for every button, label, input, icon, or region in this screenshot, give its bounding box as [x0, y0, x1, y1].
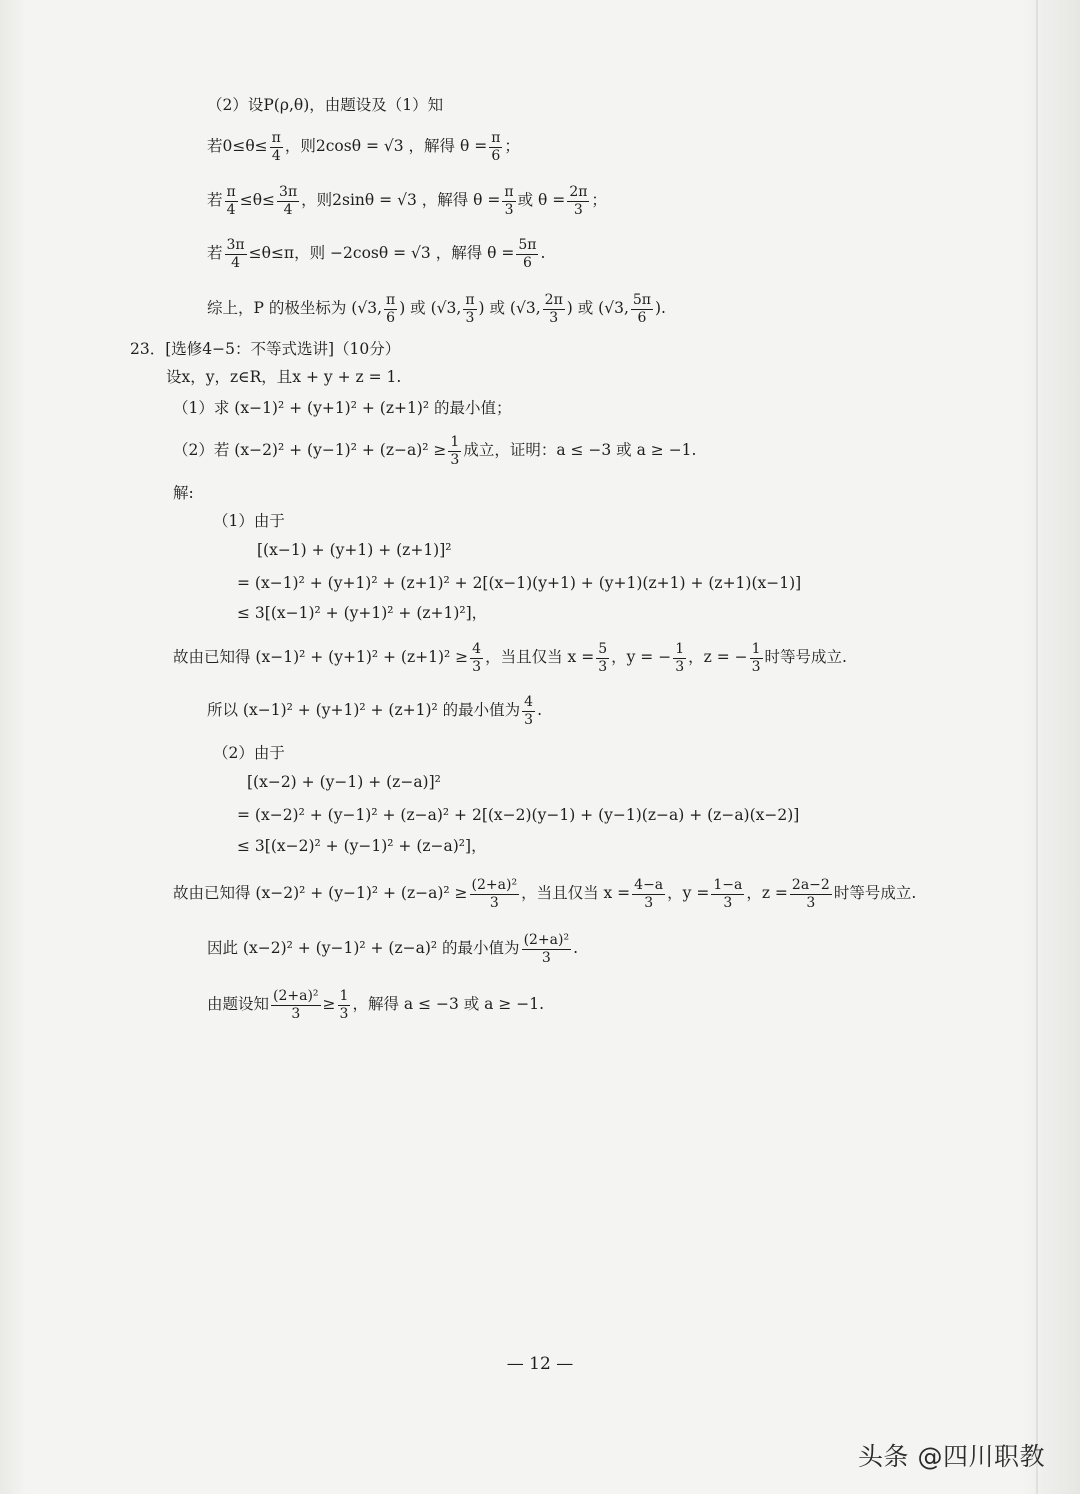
solution-p2-intro: （2）由于 — [213, 744, 285, 762]
numerator: π — [226, 183, 236, 200]
numerator: 4 — [524, 693, 534, 710]
numerator: 1 — [450, 433, 460, 450]
solution-p2-conclusion — [173, 873, 916, 913]
text: . — [573, 939, 579, 957]
fraction — [750, 641, 763, 676]
fraction — [790, 877, 832, 912]
denominator: 3 — [504, 201, 514, 218]
fraction — [225, 237, 247, 272]
denominator: 3 — [549, 309, 559, 326]
numerator: 1−a — [713, 876, 743, 893]
text: 或 θ = — [517, 191, 566, 209]
numerator: π — [386, 291, 396, 308]
fraction — [631, 292, 653, 327]
denominator: 3 — [450, 451, 460, 468]
fraction — [711, 877, 744, 912]
fraction — [522, 932, 572, 967]
denominator: 3 — [472, 658, 482, 675]
numerator: 2π — [569, 183, 588, 200]
solution-p2-line3: ≤ 3[(x−2)² + (y−1)² + (z−a)²]， — [237, 837, 487, 855]
text: ，y = − — [611, 648, 672, 666]
fraction — [632, 877, 665, 912]
page-edge-line — [1036, 0, 1038, 1494]
text: ，z = − — [688, 648, 748, 666]
watermark: 头条 @四川职教 — [858, 1442, 1045, 1471]
fraction — [522, 694, 535, 729]
numerator: π — [465, 291, 475, 308]
fraction — [567, 184, 589, 219]
text: ≥ — [322, 995, 336, 1013]
solution-p2-final — [207, 984, 544, 1024]
numerator: 4−a — [634, 876, 664, 893]
part2-case3 — [207, 233, 545, 273]
denominator: 4 — [283, 201, 293, 218]
denominator: 3 — [524, 711, 534, 728]
text: ，当且仅当 x = — [521, 884, 631, 902]
fraction — [271, 988, 321, 1023]
text: ； — [504, 137, 520, 155]
denominator: 3 — [291, 1005, 301, 1022]
numerator: 2π — [544, 291, 563, 308]
numerator: 1 — [675, 640, 685, 657]
denominator: 3 — [806, 894, 816, 911]
denominator: 3 — [675, 658, 685, 675]
fraction — [543, 292, 565, 327]
fraction — [270, 130, 283, 165]
solution-p2-line2: = (x−2)² + (y−1)² + (z−a)² + 2[(x−2)(y−1) + (y−1)(z−a) + (z−a)(x−2)] — [237, 806, 800, 824]
part2-case2 — [207, 180, 607, 220]
numerator: π — [491, 129, 501, 146]
solution-p2-minimum — [207, 928, 578, 968]
denominator: 3 — [598, 658, 608, 675]
text: 时等号成立. — [833, 884, 917, 902]
denominator: 6 — [637, 309, 647, 326]
denominator: 3 — [573, 201, 583, 218]
numerator: 3π — [279, 183, 298, 200]
numerator: 2a−2 — [791, 876, 830, 893]
text: ≤θ≤π，则 −2cosθ = √3 ，解得 θ = — [248, 244, 515, 262]
denominator: 4 — [271, 147, 281, 164]
fraction — [338, 988, 351, 1023]
text: ，y = — [667, 884, 710, 902]
numerator: 5π — [518, 236, 537, 253]
text: ； — [591, 191, 607, 209]
denominator: 3 — [751, 658, 761, 675]
text: 由题设知 — [207, 995, 270, 1013]
fraction — [596, 641, 609, 676]
fraction — [470, 877, 520, 912]
text: 因此 (x−2)² + (y−1)² + (z−a)² 的最小值为 — [207, 939, 520, 957]
solution-p1-conclusion — [173, 637, 847, 677]
text: 故由已知得 (x−2)² + (y−1)² + (z−a)² ≥ — [173, 884, 468, 902]
denominator: 6 — [491, 147, 501, 164]
text: 若 — [207, 191, 223, 209]
solution-p1-line1: [(x−1) + (y+1) + (z+1)]² — [257, 541, 452, 559]
question-23-title: 23．[选修4−5：不等式选讲]（10分） — [130, 340, 401, 358]
fraction — [384, 292, 397, 327]
denominator: 3 — [541, 949, 551, 966]
text: 成立，证明：a ≤ −3 或 a ≥ −1. — [463, 441, 697, 459]
denominator: 6 — [522, 254, 532, 271]
text: ) 或 (√3, — [566, 299, 629, 317]
fraction — [489, 130, 502, 165]
fraction — [463, 292, 476, 327]
fraction — [225, 184, 238, 219]
solution-label: 解: — [173, 484, 194, 502]
denominator: 4 — [226, 201, 236, 218]
solution-p2-line1: [(x−2) + (y−1) + (z−a)]² — [247, 773, 441, 791]
solution-p1-intro: （1）由于 — [213, 512, 285, 530]
numerator: 4 — [472, 640, 482, 657]
text: ，z = — [746, 884, 788, 902]
text: ，解得 a ≤ −3 或 a ≥ −1. — [352, 995, 545, 1013]
text: ≤θ≤ — [239, 191, 276, 209]
denominator: 3 — [339, 1005, 349, 1022]
denominator: 4 — [231, 254, 241, 271]
part2-intro: （2）设P(ρ,θ)，由题设及（1）知 — [207, 96, 444, 114]
text: （2）若 (x−2)² + (y−1)² + (z−a)² ≥ — [173, 441, 447, 459]
numerator: 5 — [598, 640, 608, 657]
text: 若0≤θ≤ — [207, 137, 268, 155]
numerator: π — [271, 129, 281, 146]
denominator: 3 — [489, 894, 499, 911]
fraction — [277, 184, 299, 219]
question-23-sub2 — [173, 430, 696, 470]
numerator: (2+a)² — [523, 931, 570, 948]
numerator: 3π — [226, 236, 245, 253]
part2-summary — [207, 288, 666, 328]
numerator: (2+a)² — [273, 987, 319, 1004]
solution-p1-line2: = (x−1)² + (y+1)² + (z+1)² + 2[(x−1)(y+1) + (y+1)(z+1) + (z+1)(x−1)] — [237, 574, 802, 592]
text: ) 或 (√3, — [478, 299, 541, 317]
text: 故由已知得 (x−1)² + (y+1)² + (z+1)² ≥ — [173, 648, 469, 666]
text: 若 — [207, 244, 223, 262]
solution-p1-minimum — [207, 690, 542, 730]
denominator: 3 — [644, 894, 654, 911]
text: ，当且仅当 x = — [485, 648, 595, 666]
numerator: 1 — [339, 987, 349, 1004]
numerator: (2+a)² — [471, 876, 518, 893]
denominator: 3 — [723, 894, 733, 911]
question-23-sub1: （1）求 (x−1)² + (y+1)² + (z+1)² 的最小值； — [173, 399, 512, 417]
numerator: 1 — [751, 640, 761, 657]
fraction — [470, 641, 483, 676]
text: ，则2sinθ = √3 ，解得 θ = — [301, 191, 501, 209]
denominator: 3 — [465, 309, 475, 326]
part2-case1 — [207, 126, 520, 166]
numerator: 5π — [632, 291, 651, 308]
question-23-given: 设x，y，z∈R，且x + y + z = 1. — [166, 368, 402, 386]
numerator: π — [504, 183, 514, 200]
text: . — [537, 701, 543, 719]
text: 所以 (x−1)² + (y+1)² + (z+1)² 的最小值为 — [207, 701, 521, 719]
text: . — [540, 244, 546, 262]
text: 综上，P 的极坐标为 (√3, — [207, 299, 382, 317]
solution-p1-line3: ≤ 3[(x−1)² + (y+1)² + (z+1)²]， — [237, 604, 488, 622]
text: ，则2cosθ = √3 ，解得 θ = — [284, 137, 488, 155]
fraction — [516, 237, 538, 272]
text: 时等号成立. — [764, 648, 847, 666]
text: ) 或 (√3, — [399, 299, 462, 317]
page-number: — 12 — — [506, 1354, 574, 1374]
fraction — [502, 184, 515, 219]
denominator: 6 — [386, 309, 396, 326]
fraction — [448, 434, 461, 469]
fraction — [673, 641, 686, 676]
text: ). — [655, 299, 666, 317]
